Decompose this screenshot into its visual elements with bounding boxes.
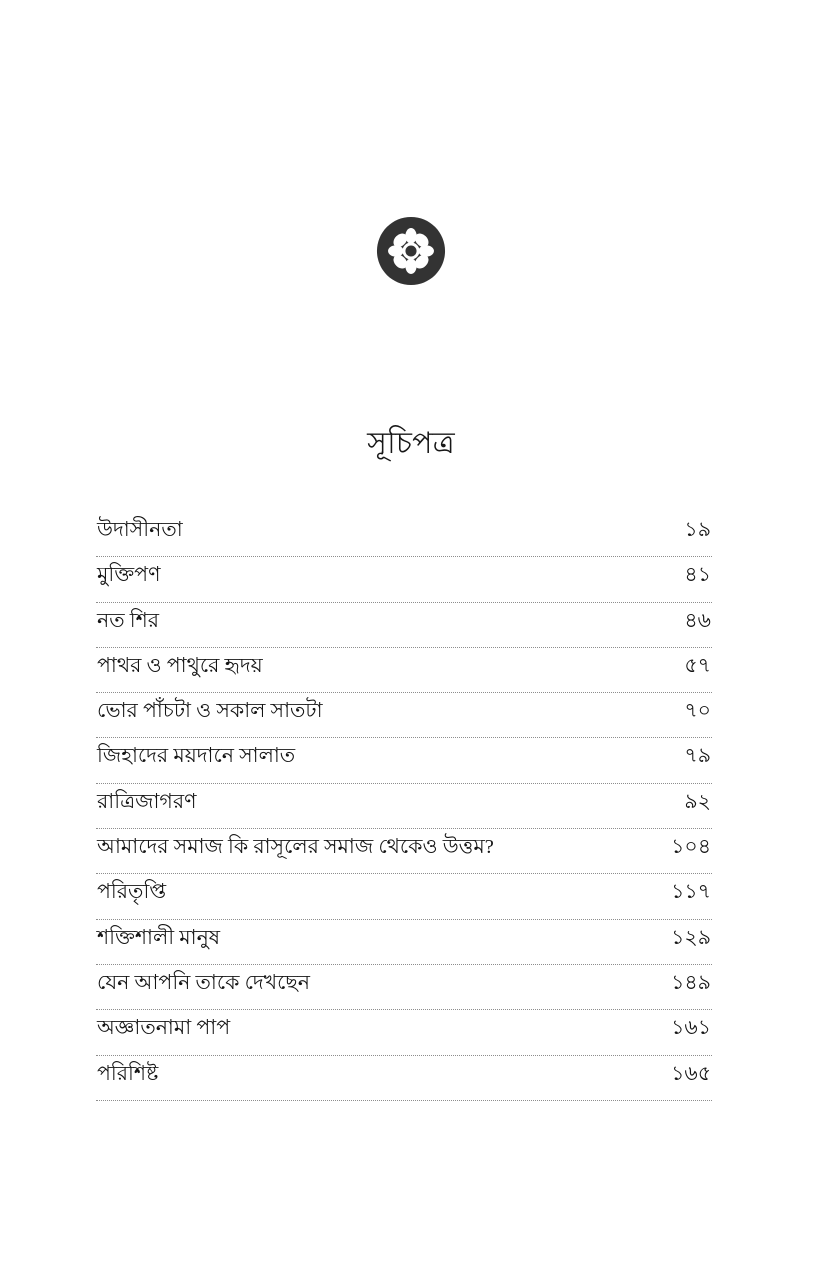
toc-entry-label: আমাদের সমাজ কি রাসূলের সমাজ থেকেও উত্তম?	[97, 836, 494, 859]
toc-entry-page-number: ১৯	[684, 519, 711, 541]
toc-entry-page-number: ৭৯	[684, 745, 711, 768]
toc-entry-label: ভোর পাঁচটা ও সকাল সাতটা	[97, 700, 323, 723]
toc-entry-page-number: ১৬৫	[671, 1062, 711, 1085]
page-title: সূচিপত্র	[367, 427, 455, 460]
table-of-contents-list	[96, 512, 712, 1101]
toc-entry-row[interactable]	[96, 738, 712, 783]
toc-entry-page-number: ১২৯	[671, 926, 711, 949]
toc-entry-label: নত শির	[97, 609, 160, 632]
toc-entry-row[interactable]	[96, 829, 712, 874]
toc-entry-page-number: ১০৪	[671, 836, 711, 859]
toc-entry-label: মুক্তিপণ	[97, 564, 161, 587]
toc-entry-row[interactable]	[96, 512, 712, 557]
toc-entry-row[interactable]	[96, 1010, 712, 1055]
toc-entry-page-number: ৯২	[684, 790, 711, 813]
toc-entry-row[interactable]	[96, 693, 712, 738]
toc-entry-page-number: ৭০	[684, 700, 711, 723]
ornament-container	[0, 214, 822, 288]
toc-entry-row[interactable]	[96, 1056, 712, 1101]
toc-entry-page-number: ৫৭	[684, 654, 711, 677]
toc-entry-page-number: ১৬১	[671, 1017, 711, 1040]
toc-entry-label: জিহাদের ময়দানে সালাত	[97, 745, 296, 768]
toc-entry-label: শক্তিশালী মানুষ	[97, 926, 221, 949]
toc-entry-row[interactable]	[96, 874, 712, 919]
toc-entry-label: রাত্রিজাগরণ	[97, 790, 197, 813]
toc-entry-row[interactable]	[96, 920, 712, 965]
toc-entry-page-number: ৪১	[684, 564, 711, 587]
toc-entry-row[interactable]	[96, 557, 712, 602]
toc-entry-row[interactable]	[96, 965, 712, 1010]
toc-entry-row[interactable]	[96, 784, 712, 829]
toc-entry-page-number: ১৪৯	[671, 971, 711, 994]
toc-entry-label: পরিশিষ্ট	[97, 1062, 159, 1085]
toc-entry-label: পাথর ও পাথুরে হৃদয়	[97, 654, 263, 677]
toc-entry-row[interactable]	[96, 648, 712, 693]
toc-entry-page-number: ৪৬	[684, 609, 711, 632]
toc-entry-row[interactable]	[96, 603, 712, 648]
toc-entry-label: পরিতৃপ্তি	[97, 881, 167, 904]
toc-entry-label: অজ্ঞাতনামা পাপ	[97, 1017, 231, 1040]
toc-entry-page-number: ১১৭	[671, 881, 711, 904]
toc-entry-label: যেন আপনি তাকে দেখছেন	[97, 971, 311, 994]
rosette-flower-ornament-icon	[374, 214, 448, 288]
toc-entry-label: উদাসীনতা	[97, 519, 183, 541]
